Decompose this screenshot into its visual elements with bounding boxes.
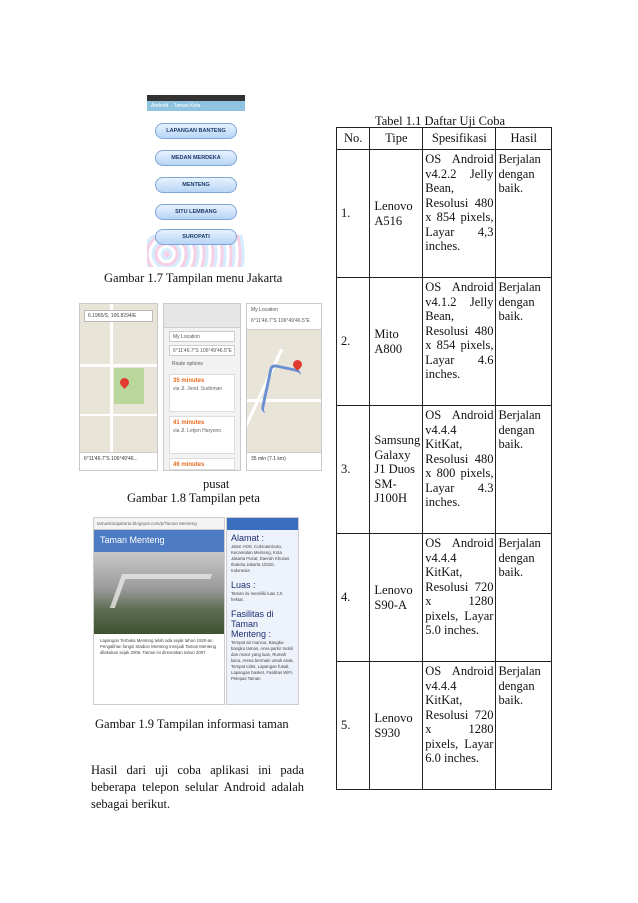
luas-title: Luas :: [231, 580, 256, 590]
status-bar: [227, 518, 298, 530]
cell-no: 4.: [337, 534, 370, 662]
cell-spesifikasi: OS Android v4.4.4 KitKat, Resolusi 480 x 800 pixels, Layar 4.3 inches.: [423, 406, 496, 534]
header-no: No.: [337, 128, 370, 150]
park-photo: [94, 552, 224, 634]
cell-hasil: Berjalan dengan baik.: [496, 406, 552, 534]
transport-mode-bar: [164, 304, 240, 328]
park-description: Lapangan Terbuka Menteng telah ada sejak tahun 1920-an. Pengalihan fungsi Stadion Menteng menjadi Taman Menteng dilakukan sejak 2006. Taman ini diresmikan tahun 2007.: [100, 638, 217, 655]
caption-fig-1-8-line1: pusat: [203, 477, 230, 491]
cell-no: 3.: [337, 406, 370, 534]
table-header-row: [337, 128, 552, 150]
map-road: [80, 364, 158, 367]
table-row: [337, 406, 552, 534]
alamat-title: Alamat :: [231, 533, 265, 543]
nav-from-field[interactable]: My Location: [250, 306, 318, 315]
nav-header: [247, 304, 321, 330]
cell-spesifikasi: OS Android v4.4.4 KitKat, Resolusi 720 x 1280 pixels, Layar 6.0 inches.: [423, 662, 496, 790]
table-row: [337, 150, 552, 278]
luas-text: Taman ini memiliki luas 2,5 hektar.: [231, 591, 283, 602]
menu-button-medan-merdeka[interactable]: MEDAN MERDEKA: [155, 150, 237, 166]
cell-hasil: Berjalan dengan baik.: [496, 278, 552, 406]
sculpture-shape: [110, 574, 212, 608]
cell-spesifikasi: OS Android v4.2.2 Jelly Bean, Resolusi 480 x 854 pixels, Layar 4,3 inches.: [423, 150, 496, 278]
figure-info-right: [226, 517, 299, 705]
caption-fig-1-8-line2: Gambar 1.8 Tampilan peta: [127, 491, 260, 505]
header-hasil: Hasil: [496, 128, 552, 150]
nav-to-field[interactable]: 6°11'46.7"S 106°49'46.5"E: [250, 317, 318, 326]
route-options-link[interactable]: Route options: [172, 361, 203, 367]
route-from-field[interactable]: My Location: [169, 331, 235, 342]
nav-summary: 35 min (7.1 km): [247, 452, 321, 470]
route-time: 46 minutes: [173, 462, 205, 468]
cell-tipe: Samsung Galaxy J1 Duos SM-J100H: [370, 406, 423, 534]
header-tipe: Tipe: [370, 128, 423, 150]
cell-spesifikasi: OS Android v4.1.2 Jelly Bean, Resolusi 480 x 854 pixels, Layar 4.6 inches.: [423, 278, 496, 406]
cell-hasil: Berjalan dengan baik.: [496, 534, 552, 662]
route-card[interactable]: [169, 416, 235, 454]
route-via: via Jl. Letjen Haryono: [173, 428, 222, 434]
browser-url-bar[interactable]: tamankotajakarta.blogspot.com/p/Taman Menteng: [94, 518, 224, 530]
app-bar: [147, 101, 245, 111]
park-heading: Taman Menteng: [94, 530, 224, 552]
cell-hasil: Berjalan dengan baik.: [496, 662, 552, 790]
cell-tipe: Lenovo S90-A: [370, 534, 423, 662]
alamat-text: Jalan HOS. Cokroaminoto, Kecamatan Menteng, Kota Jakarta Pusat, Daerah Khusus Ibukota Jakarta 10310, Indonesia: [231, 544, 290, 573]
figure-menu-jakarta: [147, 95, 245, 267]
header-spesifikasi: Spesifikasi: [423, 128, 496, 150]
map-search-input[interactable]: 6.1965/S, 106.8294/E: [84, 310, 153, 322]
menu-button-menteng[interactable]: MENTENG: [155, 177, 237, 193]
back-label: Android: [151, 103, 169, 109]
map-road: [110, 304, 113, 454]
route-card[interactable]: [169, 458, 235, 470]
fasilitas-title: Fasilitas di Taman Menteng :: [231, 609, 274, 639]
map-road: [80, 414, 158, 416]
menu-button-suropati[interactable]: SUROPATI: [155, 229, 237, 245]
app-title: Taman Kota: [173, 103, 201, 109]
cell-no: 1.: [337, 150, 370, 278]
menu-button-situ-lembang[interactable]: SITU LEMBANG: [155, 204, 237, 220]
test-table: [336, 127, 552, 790]
route-card[interactable]: [169, 374, 235, 412]
cell-tipe: Mito A800: [370, 278, 423, 406]
caption-fig-1-9: Gambar 1.9 Tampilan informasi taman: [95, 717, 289, 731]
figure-route-options: [163, 303, 241, 471]
cell-hasil: Berjalan dengan baik.: [496, 150, 552, 278]
table-title: Tabel 1.1 Daftar Uji Coba: [375, 114, 505, 128]
cell-tipe: Lenovo S930: [370, 662, 423, 790]
result-paragraph: Hasil dari uji coba aplikasi ini pada beberapa telepon selular Android adalah sebagai berikut.: [91, 763, 304, 811]
park-area: [114, 368, 144, 404]
route-line: [260, 363, 302, 419]
menu-button-lapangan-banteng[interactable]: LAPANGAN BANTENG: [155, 123, 237, 139]
table-row: [337, 662, 552, 790]
figure-map-navigation: [246, 303, 322, 471]
cell-no: 2.: [337, 278, 370, 406]
figure-map-location: [79, 303, 158, 471]
cell-no: 5.: [337, 662, 370, 790]
route-time: 41 minutes: [173, 420, 205, 426]
fasilitas-text: Tempat air mancur, Bangku-bangku taman, Area parkir mobil dan motor yang luas, Rumah kaca, Arena bermain untuk anak, Tempat toilet, Lapangan futsal, Lapangan basket, Fasilitas WiFi, Pelepas Taman: [231, 640, 294, 681]
cell-tipe: Lenovo A516: [370, 150, 423, 278]
map-coordinate-label: 6°11'46.7"S 106°49'46...: [80, 452, 157, 470]
cell-spesifikasi: OS Android v4.4.4 KitKat, Resolusi 720 x 1280 pixels, Layar 5.0 inches.: [423, 534, 496, 662]
route-via: via Jl. Jend. Sudirman: [173, 386, 223, 392]
table-row: [337, 534, 552, 662]
route-to-field[interactable]: 6°11'46.7"S 106°49'46.5"E: [169, 345, 235, 356]
route-time: 35 minutes: [173, 378, 205, 384]
caption-fig-1-7: Gambar 1.7 Tampilan menu Jakarta: [104, 271, 283, 285]
table-row: [337, 278, 552, 406]
figure-info-left: [93, 517, 225, 705]
